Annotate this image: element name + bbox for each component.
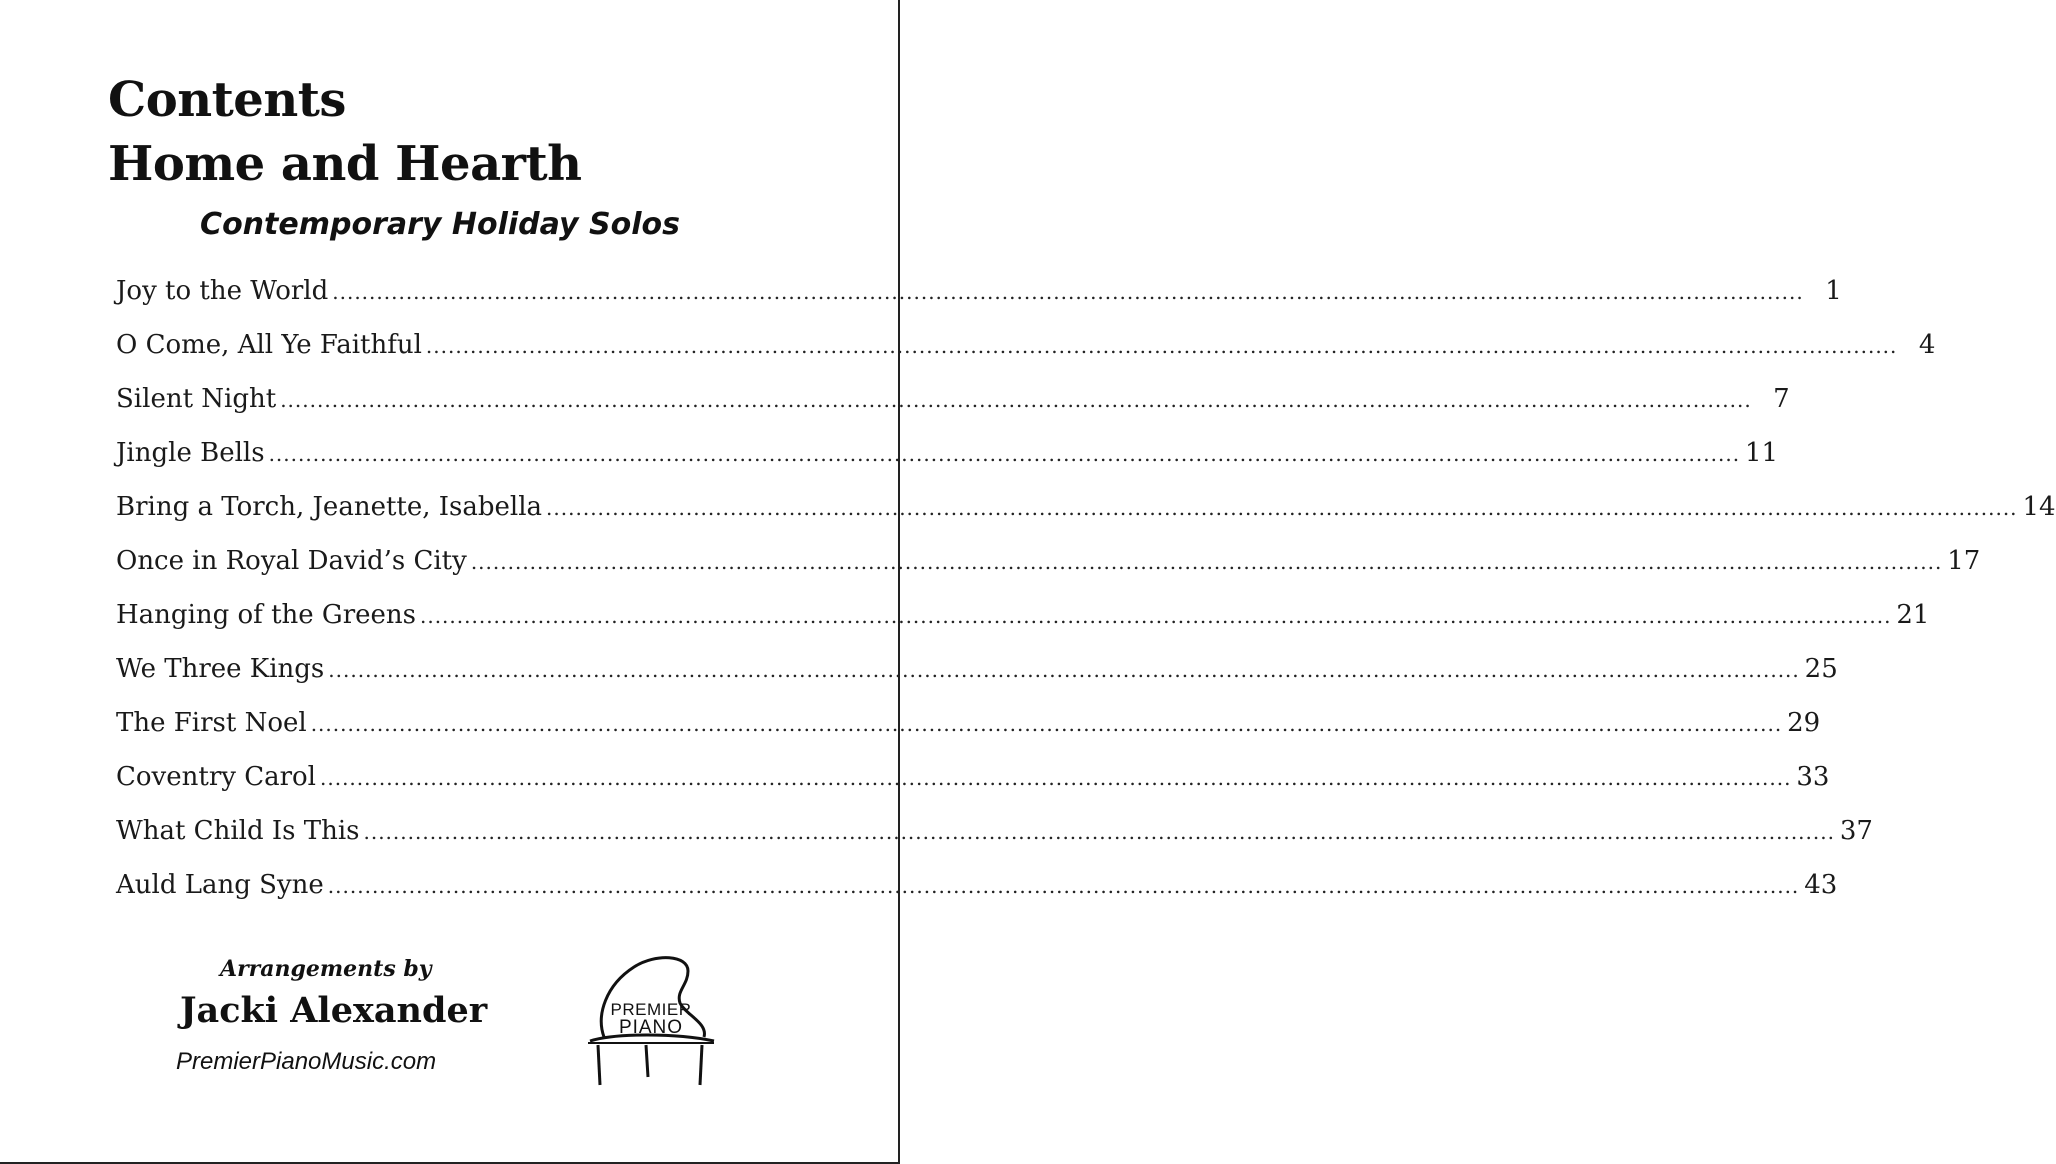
toc-entry-title: Bring a Torch, Jeanette, Isabella: [116, 492, 543, 522]
logo-text-piano: PIANO: [618, 1017, 684, 1038]
toc-leader-dots: ........................................................................................................................................................................................................: [327, 874, 1800, 898]
toc-entry: [116, 492, 2056, 546]
arrangements-label: Arrangements by: [220, 956, 432, 982]
toc-entry: [116, 600, 1930, 654]
toc-entry-page: 43: [1804, 870, 1838, 900]
toc-entry-page: 25: [1804, 654, 1838, 684]
author-name: Jacki Alexander: [180, 990, 488, 1031]
toc-entry-page: 4: [1918, 330, 1936, 360]
toc-entry-title: O Come, All Ye Faithful: [116, 330, 422, 360]
toc-entry-title: Coventry Carol: [116, 762, 316, 792]
toc-entry-page: 21: [1896, 600, 1930, 630]
toc-entry-page: 1: [1825, 276, 1842, 306]
toc-entry-title: Jingle Bells: [116, 438, 265, 468]
toc-leader-dots: ........................................................................................................................................................................................................: [425, 334, 1898, 358]
toc-leader-dots: ........................................................................................................................................................................................................: [320, 766, 1792, 790]
toc-leader-dots: ........................................................................................................................................................................................................: [280, 388, 1752, 412]
toc-leader-dots: ........................................................................................................................................................................................................: [470, 550, 1943, 574]
toc-leader-dots: ........................................................................................................................................................................................................: [332, 280, 1804, 304]
website-link[interactable]: PremierPianoMusic.com: [176, 1048, 437, 1075]
toc-entry-page: 33: [1796, 762, 1830, 792]
toc-entry-title: Auld Lang Syne: [116, 870, 324, 900]
toc-entry: [116, 870, 1838, 924]
page-title: Contents: [108, 72, 346, 128]
toc-entry: [116, 384, 1790, 438]
toc-entry: [116, 276, 1842, 330]
toc-entry-title: Hanging of the Greens: [116, 600, 416, 630]
toc-entry-title: What Child Is This: [116, 816, 360, 846]
toc-leader-dots: ........................................................................................................................................................................................................: [419, 604, 1892, 628]
toc-entry-page: 7: [1773, 384, 1790, 414]
logo-text-premier: PREMIER: [610, 1000, 692, 1019]
toc-entry-page: 17: [1947, 546, 1981, 576]
table-of-contents: [116, 276, 2056, 924]
toc-entry: [116, 654, 1838, 708]
grand-piano-logo-icon: [576, 945, 726, 1095]
toc-entry-page: 37: [1839, 816, 1873, 846]
toc-entry-page: 29: [1787, 708, 1821, 738]
book-title: Home and Hearth: [108, 136, 582, 192]
toc-leader-dots: ........................................................................................................................................................................................................: [363, 820, 1835, 844]
book-subtitle: Contemporary Holiday Solos: [200, 207, 680, 242]
toc-entry: [116, 708, 1821, 762]
toc-entry-page: 11: [1744, 438, 1779, 468]
toc-entry-title: Joy to the World: [116, 276, 329, 306]
toc-entry-title: The First Noel: [116, 708, 307, 738]
toc-entry-title: Silent Night: [116, 384, 277, 414]
toc-entry: [116, 816, 1873, 870]
toc-entry-page: 14: [2022, 492, 2056, 522]
toc-entry: [116, 330, 1936, 384]
toc-leader-dots: ........................................................................................................................................................................................................: [268, 442, 1741, 466]
toc-entry: [116, 762, 1830, 816]
toc-leader-dots: ........................................................................................................................................................................................................: [546, 496, 2018, 520]
toc-entry: [116, 438, 1779, 492]
toc-leader-dots: ........................................................................................................................................................................................................: [328, 658, 1800, 682]
toc-entry: [116, 546, 1981, 600]
toc-entry-title: We Three Kings: [116, 654, 325, 684]
toc-entry-title: Once in Royal David’s City: [116, 546, 467, 576]
toc-leader-dots: ........................................................................................................................................................................................................: [310, 712, 1783, 736]
